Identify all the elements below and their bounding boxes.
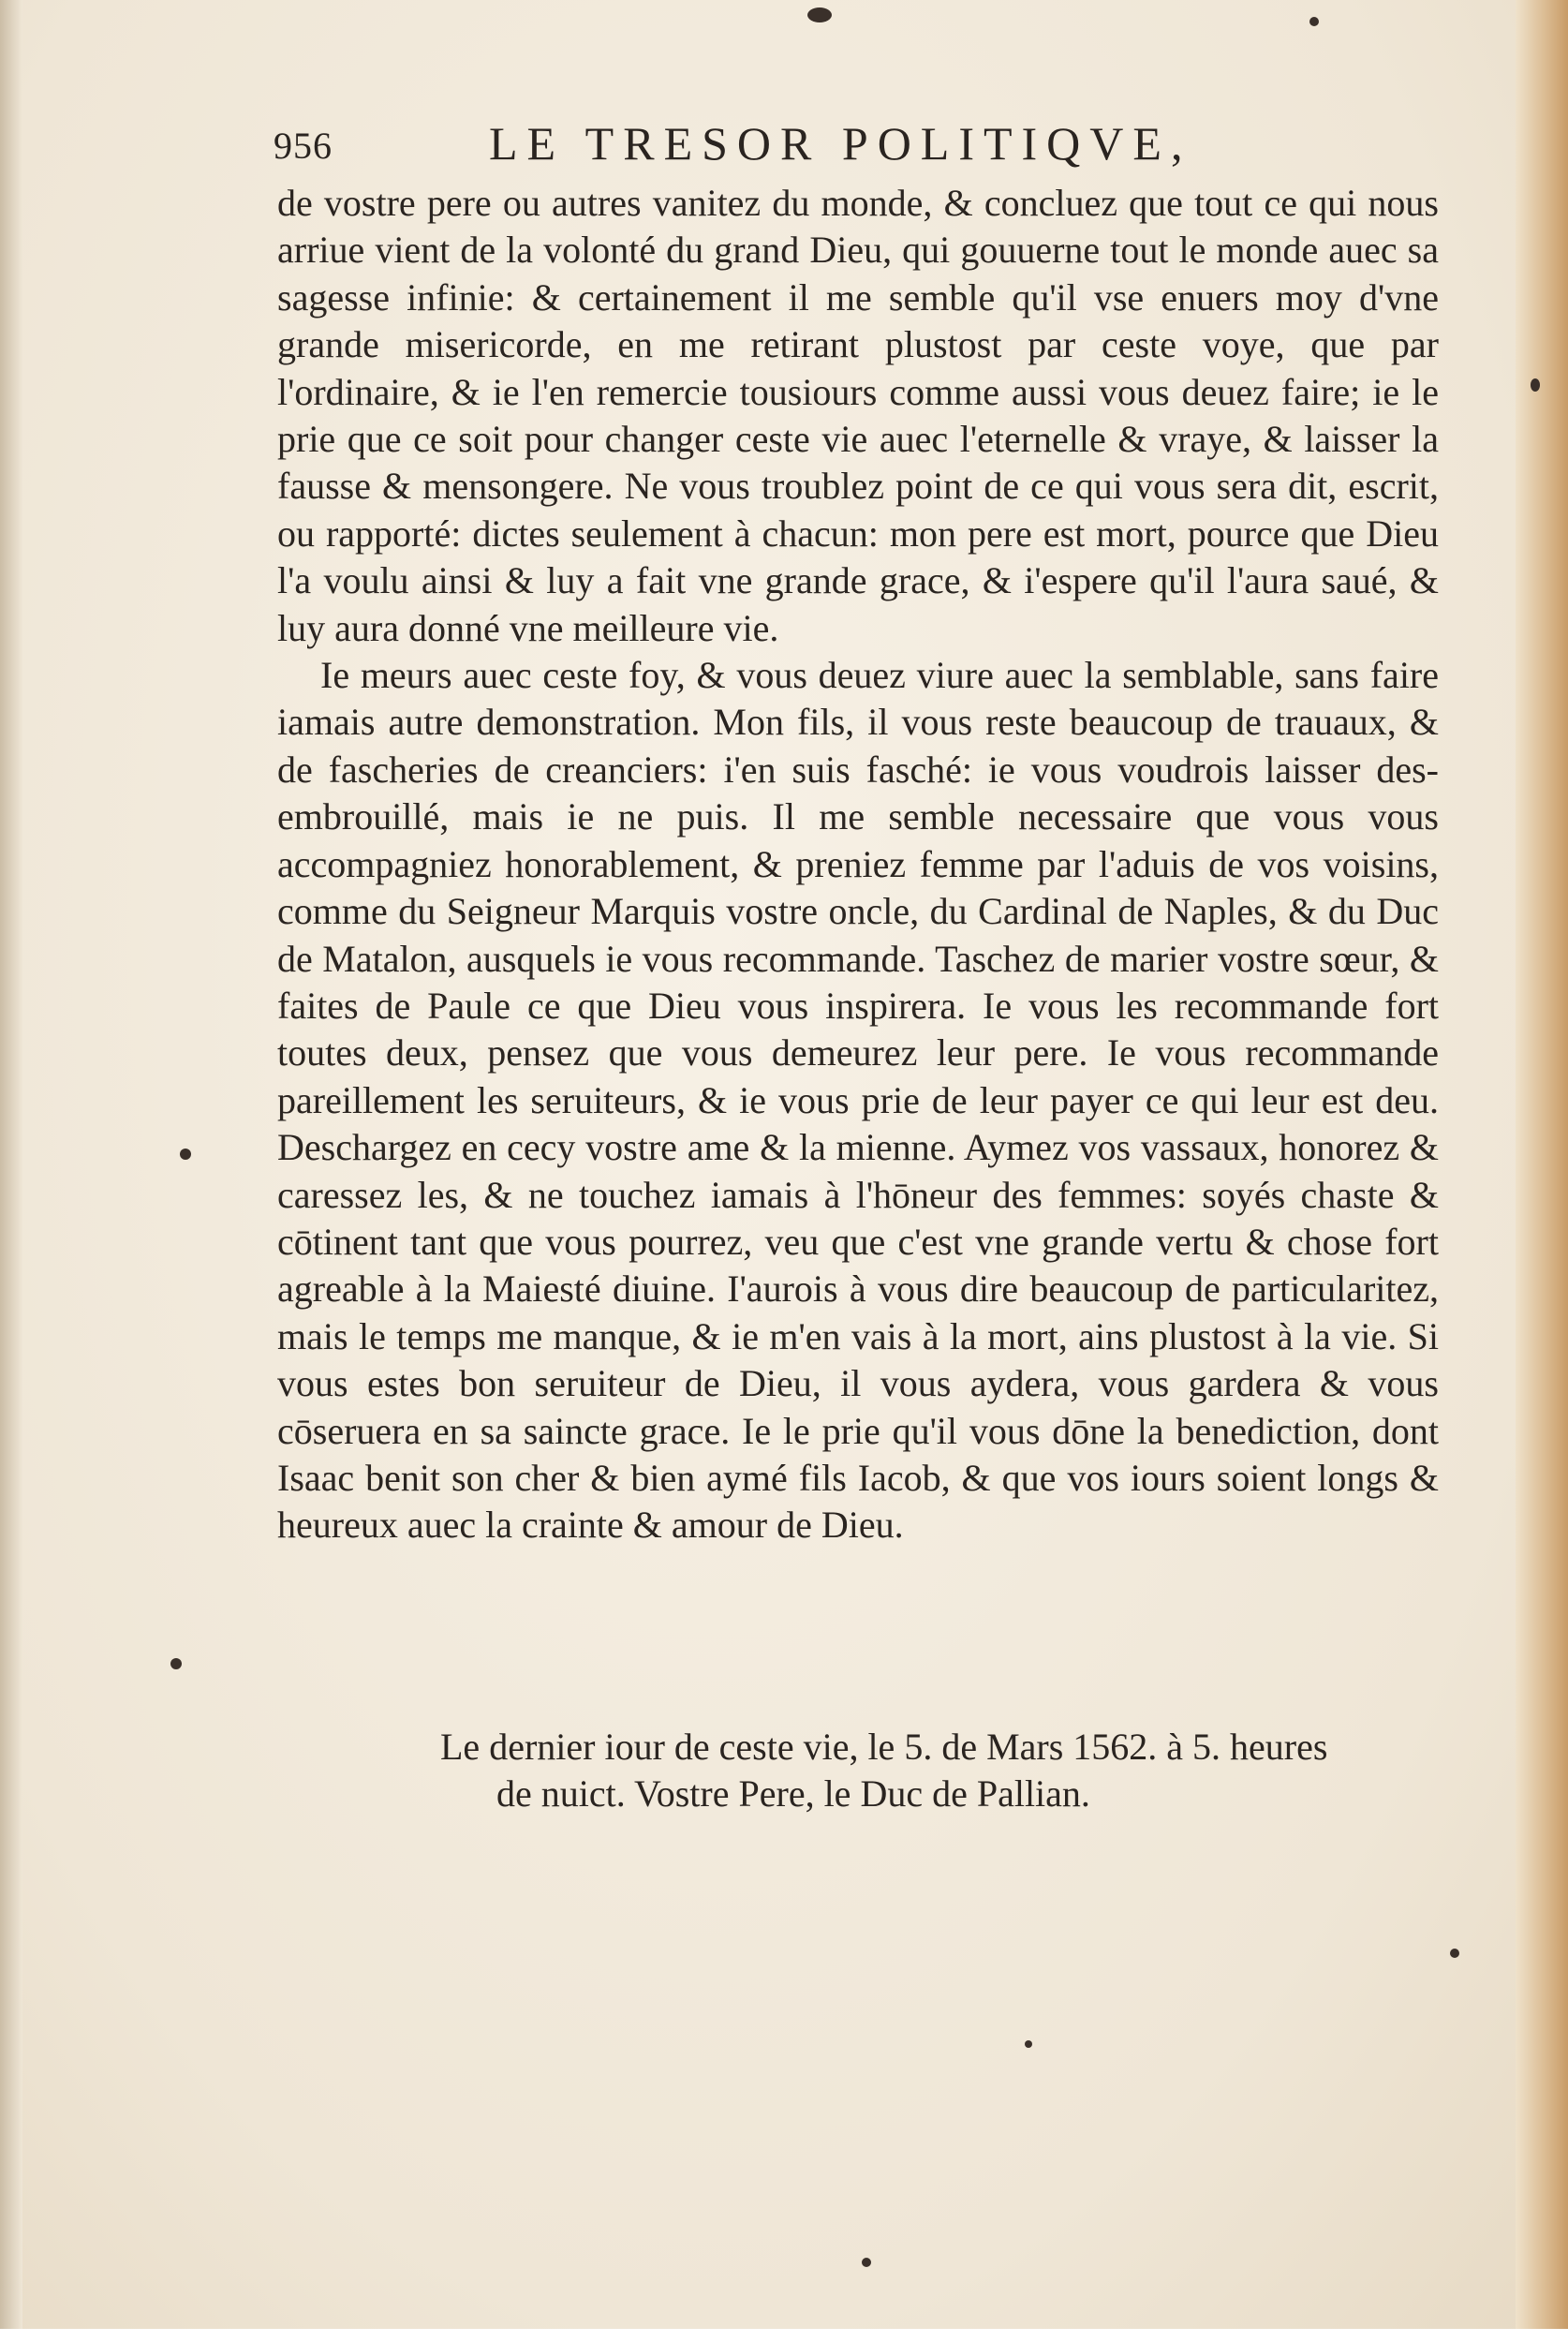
ink-speck xyxy=(1309,17,1319,26)
signature-line-1: Le dernier iour de ceste vie, le 5. de Mars 1562. à 5. heures xyxy=(440,1726,1328,1768)
ink-speck xyxy=(807,7,832,22)
running-head xyxy=(274,116,1426,172)
page-bottom-margin xyxy=(0,2329,1568,2342)
ink-speck xyxy=(1450,1949,1459,1958)
ink-speck xyxy=(1025,2040,1032,2048)
paragraph-1: de vostre pere ou autres vanitez du monde, & concluez que tout ce qui nous arriue vient de la volonté du grand Dieu, qui gouuerne tout le monde auec sa sagesse infinie: & certainement il me semble qu'il vse enuers moy d'vne grande misericorde, en me retirant plustost par ceste voye, que par l'ordinaire, & ie l'en remercie tousiours comme aussi vous deuez faire; ie le prie que ce soit pour changer ceste vie auec l'eternelle & vraye, & laisser la fausse & mensongere. Ne vous troublez point de ce qui vous sera dit, escrit, ou rapporté: dictes seulement à chacun: mon pere est mort, pource que Dieu l'a voulu ainsi & luy a fait vne grande grace, & i'espere qu'il l'aura saué, & luy aura donné vne meilleure vie. xyxy=(277,182,1439,649)
ink-speck xyxy=(170,1658,182,1669)
paragraph-2: Ie meurs auec ceste foy, & vous deuez viure auec la semblable, sans faire iamais autre demonstration. Mon fils, il vous reste beaucoup de trauaux, & de fascheries de creanciers: i'en suis fasché: ie vous voudrois laisser des-embrouillé, mais ie ne puis. Il me semble necessaire que vous vous accompagniez honorablement, & preniez femme par l'aduis de vos voisins, comme du Seigneur Marquis vostre oncle, du Cardinal de Naples, & du Duc de Matalon, ausquels ie vous recommande. Taschez de marier vostre sœur, & faites de Paule ce que Dieu vous inspirera. Ie vous les recommande fort toutes deux, pensez que vous demeurez leur pere. Ie vous recommande pareillement les seruiteurs, & ie vous prie de leur payer ce qui leur est deu. Deschargez en cecy vostre ame & la mienne. Aymez vos vassaux, honorez & caressez les, & ne touchez iamais à l'hōneur des femmes: soyés chaste & cōtinent tant que vous pourrez, veu que c'est vne grande vertu & chose fort agreable à la Maiesté diuine. I'aurois à vous dire beaucoup de particularitez, mais le temps me manque, & ie m'en vais à la mort, ains plustost à la vie. Si vous estes bon seruiteur de Dieu, il vous aydera, vous gardera & vous cōseruera en sa saincte grace. Ie le prie qu'il vous dōne la benediction, dont Isaac benit son cher & bien aymé fils Iacob, & que vos iours soient longs & heureux auec la crainte & amour de Dieu. xyxy=(277,654,1439,1547)
running-title: LE TRESOR POLITIQVE, xyxy=(489,117,1192,170)
ink-speck xyxy=(1531,378,1540,392)
body-text xyxy=(277,180,1439,1549)
signature-block xyxy=(440,1724,1452,1818)
signature-line-2: de nuict. Vostre Pere, le Duc de Pallian. xyxy=(496,1772,1090,1816)
ink-speck xyxy=(180,1149,191,1160)
page-edge-right xyxy=(1516,0,1568,2342)
ink-speck xyxy=(862,2258,871,2267)
page-gutter-shadow xyxy=(0,0,22,2342)
page-number: 956 xyxy=(274,125,333,167)
